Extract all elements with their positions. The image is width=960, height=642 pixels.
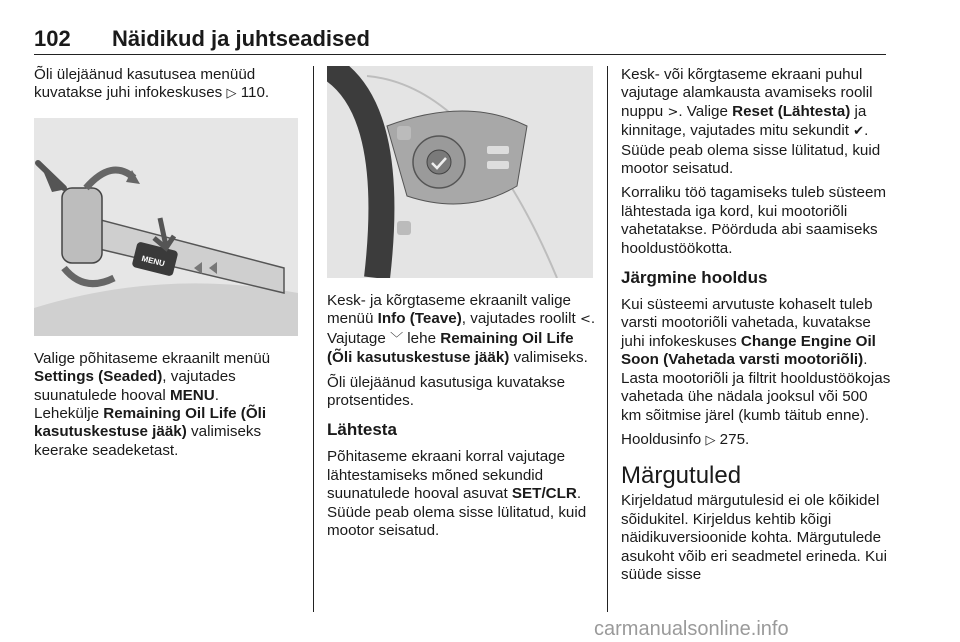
col2-p3-text: Põhitaseme ekraani korral vajutage lähtestamiseks mõned sekundid suunatulede hooval asuvat bbox=[327, 448, 566, 503]
steering-wheel-illustration bbox=[327, 66, 593, 278]
settings-menu-label: Settings (Seaded) bbox=[34, 368, 163, 386]
col3-p3-text2: . Lasta mootoriõli ja filtrit hooldustöökojas vahetada ühe nädala jooksul või 500 km sõitmise järel (kumb täitub enne). bbox=[621, 351, 891, 424]
change-engine-oil-label: Change Engine Oil Soon (Vahetada varsti mootoriõli) bbox=[621, 332, 876, 369]
reset-label: Reset (Lähtesta) bbox=[732, 102, 851, 120]
column-divider-2 bbox=[607, 66, 608, 612]
remaining-oil-life-label-2: Remaining Oil Life (Õli kasutuskestuse jääk) bbox=[327, 329, 574, 367]
col2-paragraph-2: Õli ülejäänud kasutusiga kuvatakse protsentides. bbox=[327, 373, 566, 410]
col3-paragraph-3 bbox=[621, 296, 891, 425]
stalk-illustration bbox=[34, 118, 298, 336]
col3-p3-text: Kui süsteemi arvutuste kohaselt tuleb varsti mootoriõli vahetada, kuvatakse juhi infokeskuses bbox=[621, 296, 873, 350]
col1-paragraph-2 bbox=[34, 350, 302, 460]
info-menu-label: Info (Teave) bbox=[377, 310, 462, 328]
turn-signal-stalk-icon bbox=[34, 118, 298, 336]
column-divider-1 bbox=[313, 66, 314, 612]
col2-paragraph-1 bbox=[327, 292, 597, 368]
watermark: carmanualsonline.info bbox=[594, 618, 789, 640]
col1-p2-dot: . bbox=[214, 386, 219, 404]
col2-paragraph-3 bbox=[327, 448, 597, 540]
column-1 bbox=[34, 66, 302, 466]
col2-p1-text5: valimiseks. bbox=[509, 349, 588, 367]
col1-p2-text3: Lehekülje bbox=[34, 405, 104, 423]
chevron-left-icon: < bbox=[579, 312, 591, 328]
column-3 bbox=[621, 66, 891, 590]
col3-p1-text: Kesk- või kõrgtaseme ekraani puhul vajutage alamkausta avamiseks roolil nuppu bbox=[621, 66, 873, 120]
set-clr-label: SET/CLR bbox=[511, 485, 577, 503]
col3-p1-text3: ja kinnitage, vajutades mitu sekundit bbox=[621, 102, 867, 140]
col3-paragraph-5: Kirjeldatud märgutulesid ei ole kõikidel sõidukitel. Kirjeldus kehtib kõigi näidikuversioonide kohta. Märgutulede asukoht võib eri seadmetel erineda. Kui süüde sisse bbox=[621, 492, 887, 583]
col2-p1-text2: , vajutades roolilt bbox=[461, 310, 580, 328]
col3-p1-text2: . Valige bbox=[678, 102, 733, 120]
col1-p1-ref: 110. bbox=[240, 84, 270, 102]
steering-wheel-controls-icon bbox=[327, 66, 593, 278]
col3-p1-text4: Süüde peab olema sisse lülitatud, kuid mootor seisatud. bbox=[621, 141, 881, 178]
col1-paragraph-1 bbox=[34, 66, 302, 104]
page-ref-icon: ▷ bbox=[226, 86, 237, 102]
chevron-right-icon: > bbox=[667, 104, 679, 120]
col2-p1-text4: lehe bbox=[403, 329, 441, 347]
col2-p1-text3: . Vajutage bbox=[327, 310, 596, 347]
col1-p2-text4: valimiseks keerake seadeketast. bbox=[34, 423, 262, 459]
col3-p4-text: Hooldusinfo bbox=[621, 430, 706, 448]
col3-paragraph-4 bbox=[621, 431, 891, 450]
heading-warning-lights: Märgutuled bbox=[621, 462, 742, 490]
page-number: 102 bbox=[34, 26, 71, 51]
header-rule bbox=[34, 54, 886, 55]
col1-p2-text2: , vajutades suunatulede hooval bbox=[34, 368, 236, 404]
page-title: Näidikud ja juhtseadised bbox=[112, 26, 370, 51]
menu-button-label: MENU bbox=[140, 253, 166, 269]
column-2 bbox=[327, 66, 597, 546]
page-header bbox=[34, 18, 886, 52]
heading-reset: Lähtesta bbox=[327, 420, 397, 440]
col3-p1-dot: . bbox=[864, 122, 869, 140]
remaining-oil-life-label: Remaining Oil Life (Õli kasutuskestuse jääk) bbox=[34, 405, 267, 441]
checkmark-icon: ✔ bbox=[853, 124, 865, 140]
chevron-down-icon: ﹀ bbox=[390, 331, 404, 347]
col3-paragraph-1 bbox=[621, 66, 891, 178]
heading-next-service: Järgmine hooldus bbox=[621, 268, 768, 288]
col2-p3-text2: . Süüde peab olema sisse lülitatud, kuid mootor seisatud. bbox=[327, 485, 587, 540]
col1-p2-text: Valige põhitaseme ekraanilt menüü bbox=[34, 349, 271, 367]
col3-p4-ref: 275. bbox=[719, 430, 750, 448]
col1-p1-text: Õli ülejäänud kasutusea menüüd kuvatakse juhi infokeskuses bbox=[34, 66, 256, 102]
menu-key-label: MENU bbox=[169, 386, 215, 404]
col2-p1-text: Kesk- ja kõrgtaseme ekraanilt valige menüü bbox=[327, 292, 571, 328]
col3-paragraph-2: Korraliku töö tagamiseks tuleb süsteem lähtestada iga kord, kui mootoriõli vahetatakse. Pöörduda abi saamiseks hooldustöökotta. bbox=[621, 184, 887, 257]
page-ref-icon-2: ▷ bbox=[705, 432, 716, 448]
